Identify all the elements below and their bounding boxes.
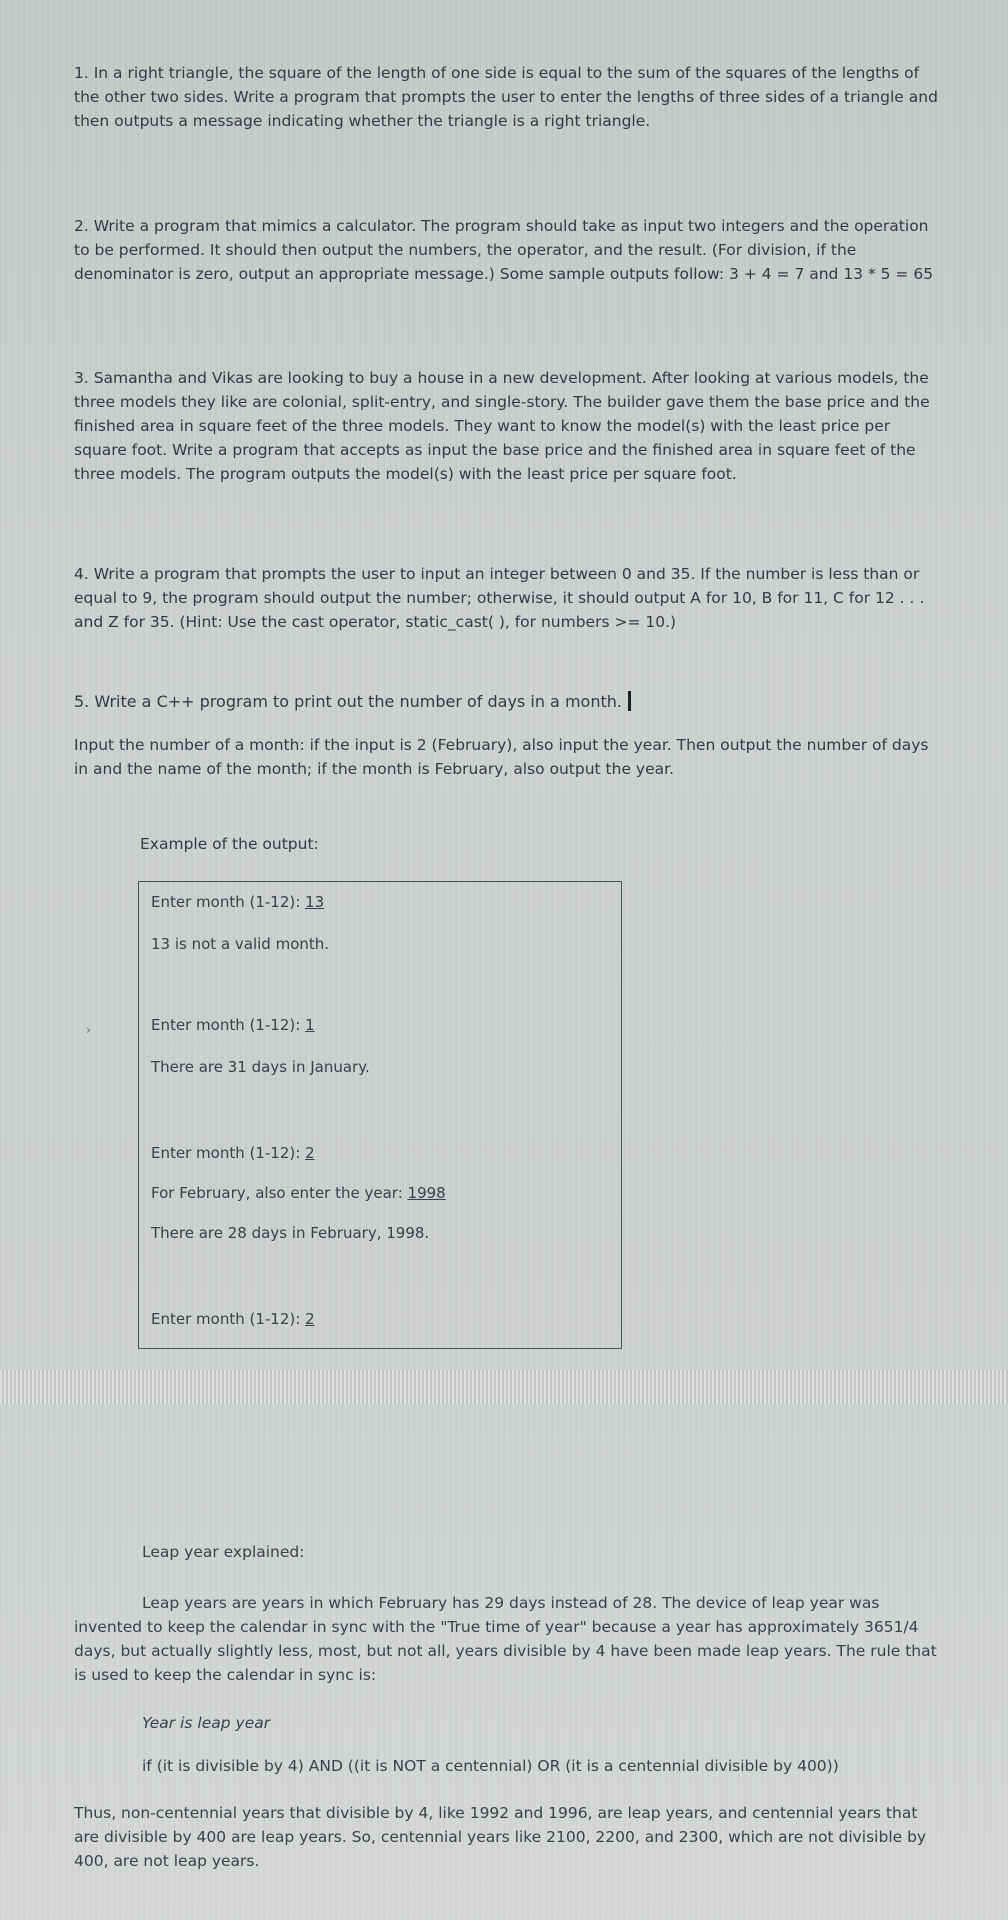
question-4: 4. Write a program that prompts the user to input an integer between 0 and 35. If the number is less than or equal to 9, the program should output the number; otherwise, it should output A for 10, B for 11, C for 12 . . . and Z for 35. (Hint: Use the cast operator, static_cast( ), for numbers >= 10.): [74, 565, 925, 631]
page-divider: [0, 1370, 1008, 1404]
output-line-prompt-1: [151, 1016, 315, 1034]
leap-title: Leap year explained:: [142, 1543, 305, 1561]
question-5-title: [74, 690, 944, 714]
user-input: 2: [305, 1310, 315, 1328]
margin-mark: ›: [86, 1023, 91, 1037]
user-input: 1998: [407, 1184, 446, 1202]
leap-rule-title: Year is leap year: [142, 1714, 271, 1732]
prompt-text: Enter month (1-12):: [151, 1016, 306, 1034]
output-line-prompt-13: [151, 893, 324, 911]
question-3: 3. Samantha and Vikas are looking to buy a house in a new development. After looking at various models, the three models they like are colonial, split-entry, and single-story. The builder gave them the base price and the finished area in square feet of the three models. They want to know the model(s) with the least price per square foot. Write a program that accepts as input the base price and the finished area in square feet of the three models. The program outputs the model(s) with the least price per square foot.: [74, 369, 930, 483]
user-input: 13: [305, 893, 325, 911]
question-2: 2. Write a program that mimics a calculator. The program should take as input two integers and the operation to be performed. It should then output the numbers, the operator, and the result. (For division, if the denominator is zero, output an appropriate message.) Some sample outputs follow: 3 + 4 = 7 and 13 * 5 = 65: [74, 217, 934, 283]
user-input: 2: [305, 1144, 315, 1162]
example-label: Example of the output:: [140, 835, 319, 853]
leap-rule: if (it is divisible by 4) AND ((it is NOT a centennial) OR (it is a centennial divisible by 400)): [142, 1757, 839, 1775]
leap-conclusion: Thus, non-centennial years that divisible by 4, like 1992 and 1996, are leap years, and centennial years that are divisible by 400 are leap years. So, centennial years like 2100, 2200, and 2300, which are not divisible by 400, are not leap years.: [74, 1804, 927, 1870]
prompt-text: Enter month (1-12):: [151, 1310, 306, 1328]
leap-paragraph: Leap years are years in which February has 29 days instead of 28. The device of leap year was invented to keep the calendar in sync with the "True time of year" because a year has approximately 3651/4 days, but actually slightly less, most, but not all, years divisible by 4 have been made leap years. The rule that is used to keep the calendar in sync is:: [74, 1594, 937, 1684]
output-line-prompt-2: [151, 1144, 315, 1162]
output-line-january: There are 31 days in January.: [151, 1058, 370, 1076]
prompt-text: Enter month (1-12):: [151, 893, 306, 911]
output-line-prompt-2b: [151, 1310, 315, 1328]
example-output-box: [138, 881, 622, 1349]
user-input: 1: [305, 1016, 315, 1034]
question-5-description: Input the number of a month: if the input is 2 (February), also input the year. Then output the number of days in and the name of the month; if the month is February, also output the year.: [74, 736, 929, 778]
output-line-february: There are 28 days in February, 1998.: [151, 1224, 430, 1242]
text-cursor: [628, 691, 631, 711]
question-5-title-text: 5. Write a C++ program to print out the number of days in a month.: [74, 692, 622, 711]
prompt-text: For February, also enter the year:: [151, 1184, 408, 1202]
question-1: 1. In a right triangle, the square of the length of one side is equal to the sum of the squares of the lengths of the other two sides. Write a program that prompts the user to enter the lengths of three sides of a triangle and then outputs a message indicating whether the triangle is a right triangle.: [74, 64, 938, 130]
output-line-invalid: 13 is not a valid month.: [151, 935, 330, 953]
prompt-text: Enter month (1-12):: [151, 1144, 306, 1162]
output-line-year-prompt: [151, 1184, 446, 1202]
